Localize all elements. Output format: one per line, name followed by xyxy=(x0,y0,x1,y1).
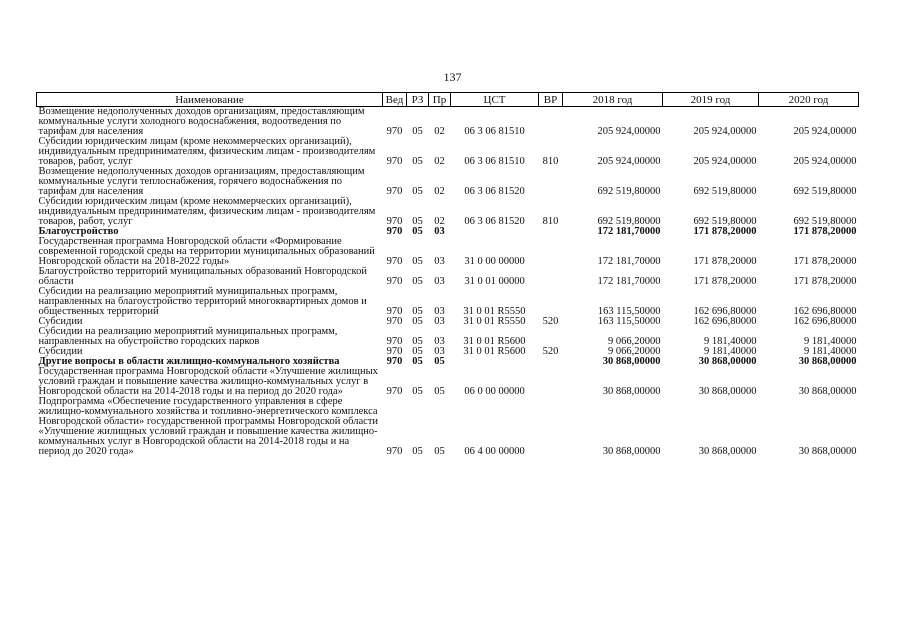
row-amount-2020: 9 181,40000 xyxy=(804,336,857,347)
row-name: Благоустройство xyxy=(38,226,119,237)
row-ved: 970 xyxy=(386,316,403,327)
row-cst: 06 3 06 81520 xyxy=(464,186,525,197)
row-cst: 06 4 00 00000 xyxy=(464,446,525,457)
row-pr: 03 xyxy=(434,276,445,287)
row-ved: 970 xyxy=(386,446,403,457)
row-name: Субсидии юридическим лицам (кроме некоммерческих организаций), индивидуальным предпринимателям, физическим лицам - производителям товаров, работ, услуг xyxy=(38,136,376,167)
row-amount-2019: 162 696,80000 xyxy=(693,316,757,327)
row-amount-2019: 30 868,00000 xyxy=(698,446,757,457)
row-amount-2019: 30 868,00000 xyxy=(698,356,757,367)
table-row xyxy=(37,167,859,197)
row-vr: 520 xyxy=(542,346,559,357)
row-cst: 31 0 01 R5550 xyxy=(463,306,526,317)
row-name: Субсидии на реализацию мероприятий муниципальных программ, направленных на обустройство городских парков xyxy=(38,326,338,347)
row-rz: 05 xyxy=(412,256,423,267)
row-cst: 06 3 06 81510 xyxy=(464,156,525,167)
row-amount-2018: 30 868,00000 xyxy=(602,446,661,457)
row-rz: 05 xyxy=(412,346,423,357)
table-row xyxy=(37,327,859,347)
row-pr: 03 xyxy=(434,256,445,267)
row-amount-2019: 692 519,80000 xyxy=(693,186,757,197)
table-row xyxy=(37,397,859,457)
row-ved: 970 xyxy=(386,306,403,317)
row-cst xyxy=(451,357,539,367)
row-pr: 03 xyxy=(434,316,445,327)
row-ved: 970 xyxy=(386,226,403,237)
row-amount-2019: 171 878,20000 xyxy=(693,226,757,237)
row-ved: 970 xyxy=(386,336,403,347)
row-amount-2018: 205 924,00000 xyxy=(597,156,661,167)
row-name: Субсидии юридическим лицам (кроме некоммерческих организаций), индивидуальным предпринимателям, физическим лицам - производителям товаров, работ, услуг xyxy=(38,196,376,227)
row-amount-2020: 205 924,00000 xyxy=(793,126,857,137)
row-amount-2019: 205 924,00000 xyxy=(693,156,757,167)
header-vr: ВР xyxy=(539,93,563,107)
row-name: Государственная программа Новгородской области «Формирование современной городской среды на территории муниципальных образований Новгородской области на 2018-2022 годы» xyxy=(38,236,375,267)
row-amount-2019: 171 878,20000 xyxy=(693,256,757,267)
table-row xyxy=(37,267,859,287)
row-ved: 970 xyxy=(386,256,403,267)
row-pr: 02 xyxy=(434,156,445,167)
row-pr: 02 xyxy=(434,216,445,227)
row-vr xyxy=(539,237,563,267)
row-ved: 970 xyxy=(386,156,403,167)
row-rz: 05 xyxy=(412,316,423,327)
row-vr xyxy=(539,397,563,457)
row-amount-2018: 692 519,80000 xyxy=(597,186,661,197)
row-rz: 05 xyxy=(412,226,423,237)
row-amount-2020: 9 181,40000 xyxy=(804,346,857,357)
row-amount-2018: 172 181,70000 xyxy=(597,226,661,237)
row-amount-2018: 172 181,70000 xyxy=(597,256,661,267)
row-amount-2018: 9 066,20000 xyxy=(608,336,661,347)
row-name: Субсидии xyxy=(38,346,83,357)
page-number: 137 xyxy=(443,70,462,84)
row-name: Субсидии xyxy=(38,316,83,327)
row-vr xyxy=(539,227,563,237)
table-row xyxy=(37,287,859,317)
row-name: Подпрограмма «Обеспечение государственного управления в сфере жилищно-коммунального хозяйства и топливно-энергетического комплекса Новгородской области» государственной программы Новгородской области «Улучшение жилищных условий граждан и повышение качества жилищно-коммунальных услуг в Новгородской области на 2014-2018 годы и на период до 2020 года» xyxy=(38,396,379,457)
table-row xyxy=(37,107,859,138)
header-rz: РЗ xyxy=(407,93,429,107)
table-body xyxy=(37,107,859,458)
row-amount-2019: 205 924,00000 xyxy=(693,126,757,137)
row-amount-2018: 30 868,00000 xyxy=(602,356,661,367)
row-amount-2018: 163 115,50000 xyxy=(597,316,661,327)
row-vr xyxy=(539,167,563,197)
row-name: Возмещение недополученных доходов организациям, предоставляющим коммунальные услуги теплоснабжения, горячего водоснабжения по тарифам для населения xyxy=(38,166,365,197)
row-ved: 970 xyxy=(386,276,403,287)
row-amount-2020: 171 878,20000 xyxy=(793,276,857,287)
row-rz: 05 xyxy=(412,336,423,347)
row-amount-2018: 692 519,80000 xyxy=(597,216,661,227)
header-2020: 2020 год xyxy=(759,93,859,107)
row-pr: 05 xyxy=(434,356,445,367)
row-rz: 05 xyxy=(412,306,423,317)
row-vr xyxy=(539,267,563,287)
row-name: Государственная программа Новгородской области «Улучшение жилищных условий граждан и повышение качества жилищно-коммунальных услуг в Новгородской области на 2014-2018 годы и на период до 2020 года» xyxy=(38,366,378,397)
row-rz: 05 xyxy=(412,156,423,167)
row-amount-2020: 692 519,80000 xyxy=(793,186,857,197)
row-amount-2019: 30 868,00000 xyxy=(698,386,757,397)
header-ved: Вед xyxy=(383,93,407,107)
row-pr: 03 xyxy=(434,336,445,347)
row-rz: 05 xyxy=(412,446,423,457)
row-vr: 810 xyxy=(542,216,559,227)
header-pr: Пр xyxy=(429,93,451,107)
row-amount-2018: 163 115,50000 xyxy=(597,306,661,317)
budget-table xyxy=(36,92,859,457)
row-cst: 06 3 06 81510 xyxy=(464,126,525,137)
table-row xyxy=(37,237,859,267)
row-name: Возмещение недополученных доходов организациям, предоставляющим коммунальные услуги холодного водоснабжения, водоотведения по тарифам для населения xyxy=(38,106,365,137)
header-cst: ЦСТ xyxy=(451,93,539,107)
row-rz: 05 xyxy=(412,276,423,287)
header-2018: 2018 год xyxy=(563,93,663,107)
row-amount-2020: 171 878,20000 xyxy=(793,226,857,237)
row-cst: 31 0 01 R5550 xyxy=(463,316,526,327)
row-rz: 05 xyxy=(412,356,423,367)
row-cst: 31 0 00 00000 xyxy=(464,256,525,267)
row-cst: 06 3 06 81520 xyxy=(464,216,525,227)
row-cst: 06 0 00 00000 xyxy=(464,386,525,397)
row-amount-2018: 30 868,00000 xyxy=(602,386,661,397)
row-ved: 970 xyxy=(386,346,403,357)
row-pr: 02 xyxy=(434,126,445,137)
row-cst: 31 0 01 00000 xyxy=(464,276,525,287)
row-rz: 05 xyxy=(412,216,423,227)
row-pr: 02 xyxy=(434,186,445,197)
table-row xyxy=(37,137,859,167)
row-ved: 970 xyxy=(386,356,403,367)
row-ved: 970 xyxy=(386,126,403,137)
row-pr: 03 xyxy=(434,346,445,357)
row-amount-2019: 171 878,20000 xyxy=(693,276,757,287)
row-ved: 970 xyxy=(386,386,403,397)
row-amount-2020: 171 878,20000 xyxy=(793,256,857,267)
row-vr xyxy=(539,367,563,397)
header-name: Наименование xyxy=(37,93,383,107)
row-cst: 31 0 01 R5600 xyxy=(463,336,526,347)
row-amount-2018: 205 924,00000 xyxy=(597,126,661,137)
header-2019: 2019 год xyxy=(663,93,759,107)
row-amount-2019: 162 696,80000 xyxy=(693,306,757,317)
table-row xyxy=(37,197,859,227)
row-cst: 31 0 01 R5600 xyxy=(463,346,526,357)
row-amount-2020: 162 696,80000 xyxy=(793,306,857,317)
row-ved: 970 xyxy=(386,216,403,227)
row-vr xyxy=(539,357,563,367)
row-name: Другие вопросы в области жилищно-коммунального хозяйства xyxy=(38,356,340,367)
row-rz: 05 xyxy=(412,186,423,197)
row-ved: 970 xyxy=(386,186,403,197)
row-amount-2020: 30 868,00000 xyxy=(798,356,857,367)
row-amount-2020: 692 519,80000 xyxy=(793,216,857,227)
row-vr xyxy=(539,287,563,317)
row-vr xyxy=(539,107,563,138)
row-amount-2020: 205 924,00000 xyxy=(793,156,857,167)
row-amount-2020: 30 868,00000 xyxy=(798,446,857,457)
row-amount-2018: 9 066,20000 xyxy=(608,346,661,357)
row-rz: 05 xyxy=(412,126,423,137)
row-amount-2020: 162 696,80000 xyxy=(793,316,857,327)
row-rz: 05 xyxy=(412,386,423,397)
row-name: Субсидии на реализацию мероприятий муниципальных программ, направленных на благоустройство территорий многоквартирных домов и общественных территорий xyxy=(38,286,367,317)
table-row xyxy=(37,367,859,397)
table-header-row xyxy=(37,93,859,107)
row-pr: 05 xyxy=(434,386,445,397)
row-pr: 05 xyxy=(434,446,445,457)
row-cst xyxy=(451,227,539,237)
row-amount-2018: 172 181,70000 xyxy=(597,276,661,287)
row-amount-2019: 9 181,40000 xyxy=(704,336,757,347)
row-pr: 03 xyxy=(434,226,445,237)
row-vr xyxy=(539,327,563,347)
row-name: Благоустройство территорий муниципальных образований Новгородской области xyxy=(38,266,367,287)
row-amount-2019: 692 519,80000 xyxy=(693,216,757,227)
row-vr: 520 xyxy=(542,316,559,327)
row-vr: 810 xyxy=(542,156,559,167)
row-amount-2020: 30 868,00000 xyxy=(798,386,857,397)
row-amount-2019: 9 181,40000 xyxy=(704,346,757,357)
row-pr: 03 xyxy=(434,306,445,317)
